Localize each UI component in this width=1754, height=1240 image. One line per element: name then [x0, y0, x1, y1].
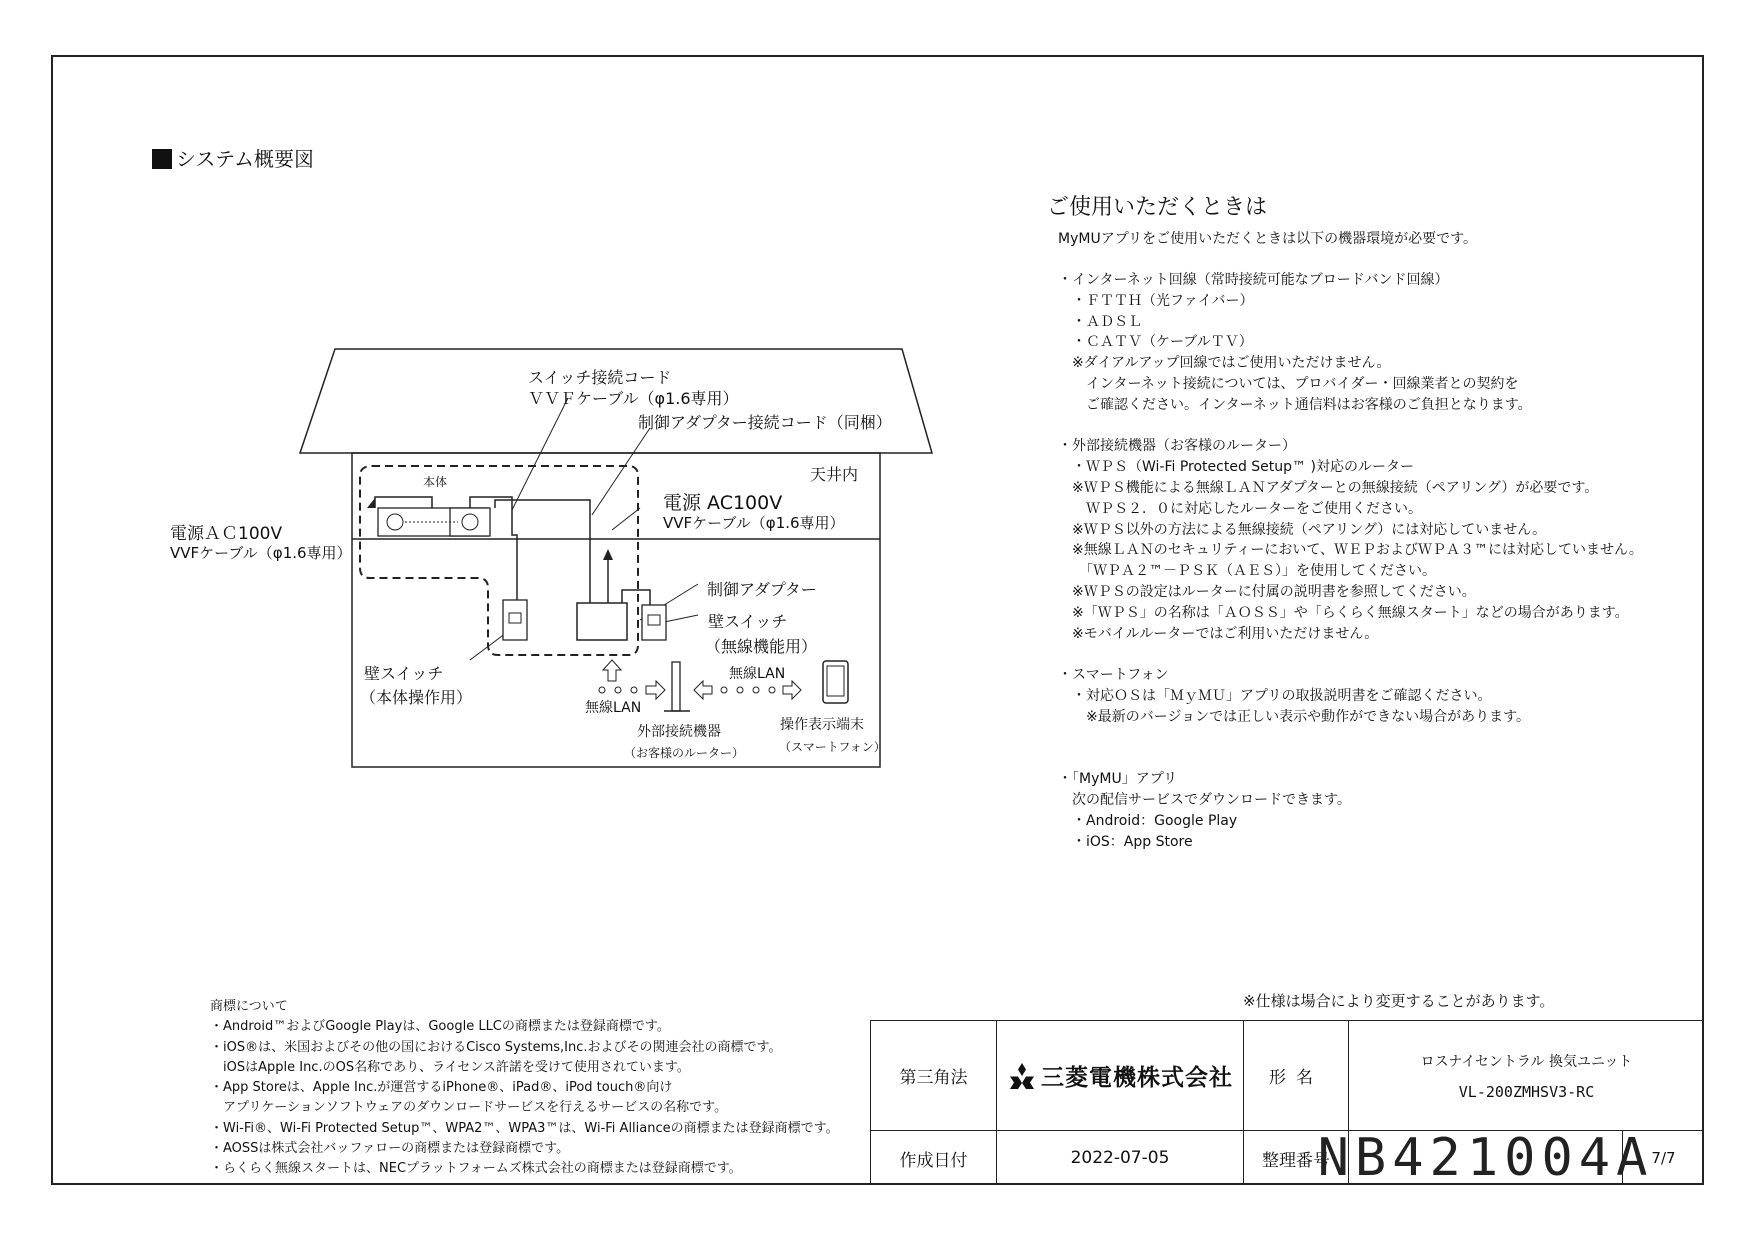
trademark-line: アプリケーションソフトウェアのダウンロードサービスを行えるサービスの名称です。: [210, 1100, 728, 1116]
wire-adapter: [495, 500, 590, 605]
usage-line: ※ダイアルアップ回線ではご使用いただけません。: [1058, 355, 1391, 372]
label-switch-cable: ＶＶＦケーブル（φ1.6専用）: [528, 389, 739, 408]
label-ceiling: 天井内: [810, 465, 859, 484]
usage-line: ・スマートフォン: [1058, 667, 1169, 684]
trademark-line: ・App Storeは、Apple Inc.が運営するiPhone®、iPad®、iPod touch®向け: [210, 1080, 673, 1096]
label-wireless-lan-left: 無線LAN: [585, 700, 642, 716]
model-number: VL-200ZMHSV3-RC: [1458, 1082, 1595, 1101]
title-block: [870, 1020, 1704, 1188]
usage-list: [1058, 270, 1643, 852]
usage-line: ※ＷＰＳ以外の方法による無線接続（ペアリング）には対応していません。: [1058, 521, 1547, 538]
usage-line: ・ＡＤＳＬ: [1058, 313, 1142, 330]
drawing-no-cell: NB421004A: [1317, 1128, 1654, 1188]
trademark-notes: [210, 997, 839, 1180]
label-terminal: 操作表示端末: [780, 717, 864, 733]
usage-line: ・iOS：App Store: [1058, 833, 1193, 850]
model-label-cell: 形名: [1243, 1020, 1348, 1130]
label-switch-cord: スイッチ接続コード: [528, 368, 672, 387]
usage-line: 「ＷＰＡ２™－ＰＳＫ（ＡＥＳ）」を使用してください。: [1058, 563, 1436, 580]
label-adapter-cord: 制御アダプター接続コード（同梱）: [638, 413, 892, 432]
usage-line: ・「MyMU」アプリ: [1058, 771, 1178, 788]
label-power-right-cable: VVFケーブル（φ1.6専用）: [663, 514, 845, 532]
fan-unit-2: [450, 508, 490, 536]
trademark-line: 商標について: [210, 999, 288, 1014]
wall-switch-wireless: [642, 605, 666, 640]
usage-line: [1058, 728, 1643, 749]
mitsubishi-logo-icon: [1007, 1063, 1037, 1089]
trademark-line: ・Wi-Fi®、Wi-Fi Protected Setup™、WPA2™、WPA3™は、Wi-Fi Allianceの商標または登録商標です。: [210, 1120, 839, 1136]
drawing-no-label-cell: 整理番号: [1243, 1130, 1348, 1185]
usage-line: ※無線ＬＡＮのセキュリティーにおいて、ＷＥＰおよびＷＰＡ３™には対応していません。: [1058, 542, 1643, 559]
usage-line: ・ＷＰＳ（Wi-Fi Protected Setup™ )対応のルーター: [1058, 459, 1414, 476]
usage-line: [1058, 416, 1643, 437]
wall-switch-body: [503, 600, 527, 640]
label-wall-switch-wireless-sub: （無線機能用）: [705, 637, 818, 656]
usage-line: ・Android：Google Play: [1058, 812, 1238, 829]
usage-line: ・インターネット回線（常時接続可能なブロードバンド回線）: [1058, 272, 1449, 288]
usage-line: ※「ＷＰＳ」の名称は「ＡＯＳＳ」や「らくらく無線スタート」などの場合があります。: [1058, 604, 1629, 621]
projection-cell: 第三角法: [870, 1020, 996, 1130]
usage-line: ・ＣＡＴＶ（ケーブルＴＶ）: [1058, 334, 1253, 351]
label-control-adapter: 制御アダプター: [707, 580, 817, 599]
usage-line: ＷＰＳ２．０に対応したルーターをご使用ください。: [1058, 500, 1422, 517]
usage-line: ※モバイルルーターではご利用いただけません。: [1058, 625, 1379, 642]
label-router: 外部接続機器: [637, 724, 721, 740]
model-cell: [1348, 1020, 1704, 1130]
usage-line: ・対応ＯＳは「ＭｙＭＵ」アプリの取扱説明書をご確認ください。: [1058, 687, 1492, 704]
usage-line: ご確認ください。インターネット通信料はお客様のご負担となります。: [1058, 396, 1532, 413]
usage-line: ※ＷＰＳ機能による無線ＬＡＮアダプターとの無線接続（ペアリング）が必要です。: [1058, 479, 1599, 496]
label-wireless-lan-right: 無線LAN: [729, 666, 786, 682]
label-power-left-cable: VVFケーブル（φ1.6専用）: [170, 544, 352, 562]
trademark-line: iOSはApple Inc.のOS名称であり、ライセンス許諾を受けて使用されています。: [210, 1059, 690, 1075]
trademark-line: ・らくらく無線スタートは、NECプラットフォームズ株式会社の商標または登録商標です。: [210, 1161, 742, 1177]
usage-line: ・外部接続機器（お客様のルーター）: [1058, 438, 1296, 455]
control-adapter-box: [577, 603, 627, 640]
trademark-line: ・Android™およびGoogle Playは、Google LLCの商標または登録商標です。: [210, 1019, 670, 1035]
usage-line: [1058, 748, 1643, 769]
usage-requirement: MyMUアプリをご使用いただくときは以下の機器環境が必要です。: [1058, 231, 1478, 247]
trademark-line: ・AOSSは株式会社バッファローの商標または登録商標です。: [210, 1141, 570, 1157]
spec-change-note: ※仕様は場合により変更することがあります。: [1243, 992, 1555, 1010]
label-router-sub: （お客様のルーター）: [624, 746, 745, 760]
page-cell: 7/7: [1622, 1130, 1704, 1185]
label-terminal-sub: （スマートフォン）: [779, 740, 886, 754]
usage-line: [1058, 644, 1643, 665]
label-power-right: 電源 AC100V: [663, 492, 783, 514]
date-label-cell: 作成日付: [870, 1130, 996, 1185]
label-power-left: 電源ＡＣ100V: [170, 524, 283, 544]
usage-line: ※ＷＰＳの設定はルーターに付属の説明書を参照してください。: [1058, 583, 1476, 600]
usage-title: ご使用いただくときは: [1047, 195, 1268, 220]
section-title: システム概要図: [152, 143, 314, 172]
date-cell: 2022-07-05: [996, 1130, 1243, 1185]
label-wall-switch-wireless: 壁スイッチ: [708, 612, 788, 631]
router-icon: [672, 662, 680, 711]
usage-line: ・ＦＴＴＨ（光ファイバー）: [1058, 292, 1254, 309]
company-cell: 三菱電機株式会社: [996, 1020, 1243, 1130]
label-wall-switch-body: 壁スイッチ: [364, 664, 444, 683]
label-unit: 本体: [423, 475, 448, 489]
product-name: ロスナイセントラル 換気ユニット: [1420, 1053, 1633, 1070]
usage-line: インターネット接続については、プロバイダー・回線業者との契約を: [1058, 375, 1519, 392]
trademark-line: ・iOS®は、米国およびその他の国におけるCisco Systems,Inc.およびその関連会社の商標です。: [210, 1039, 782, 1055]
usage-line: ※最新のバージョンでは正しい表示や動作ができない場合があります。: [1058, 708, 1531, 725]
usage-line: 次の配信サービスでダウンロードできます。: [1058, 791, 1351, 808]
wire-left: [375, 497, 432, 508]
label-wall-switch-body-sub: （本体操作用）: [360, 688, 473, 707]
